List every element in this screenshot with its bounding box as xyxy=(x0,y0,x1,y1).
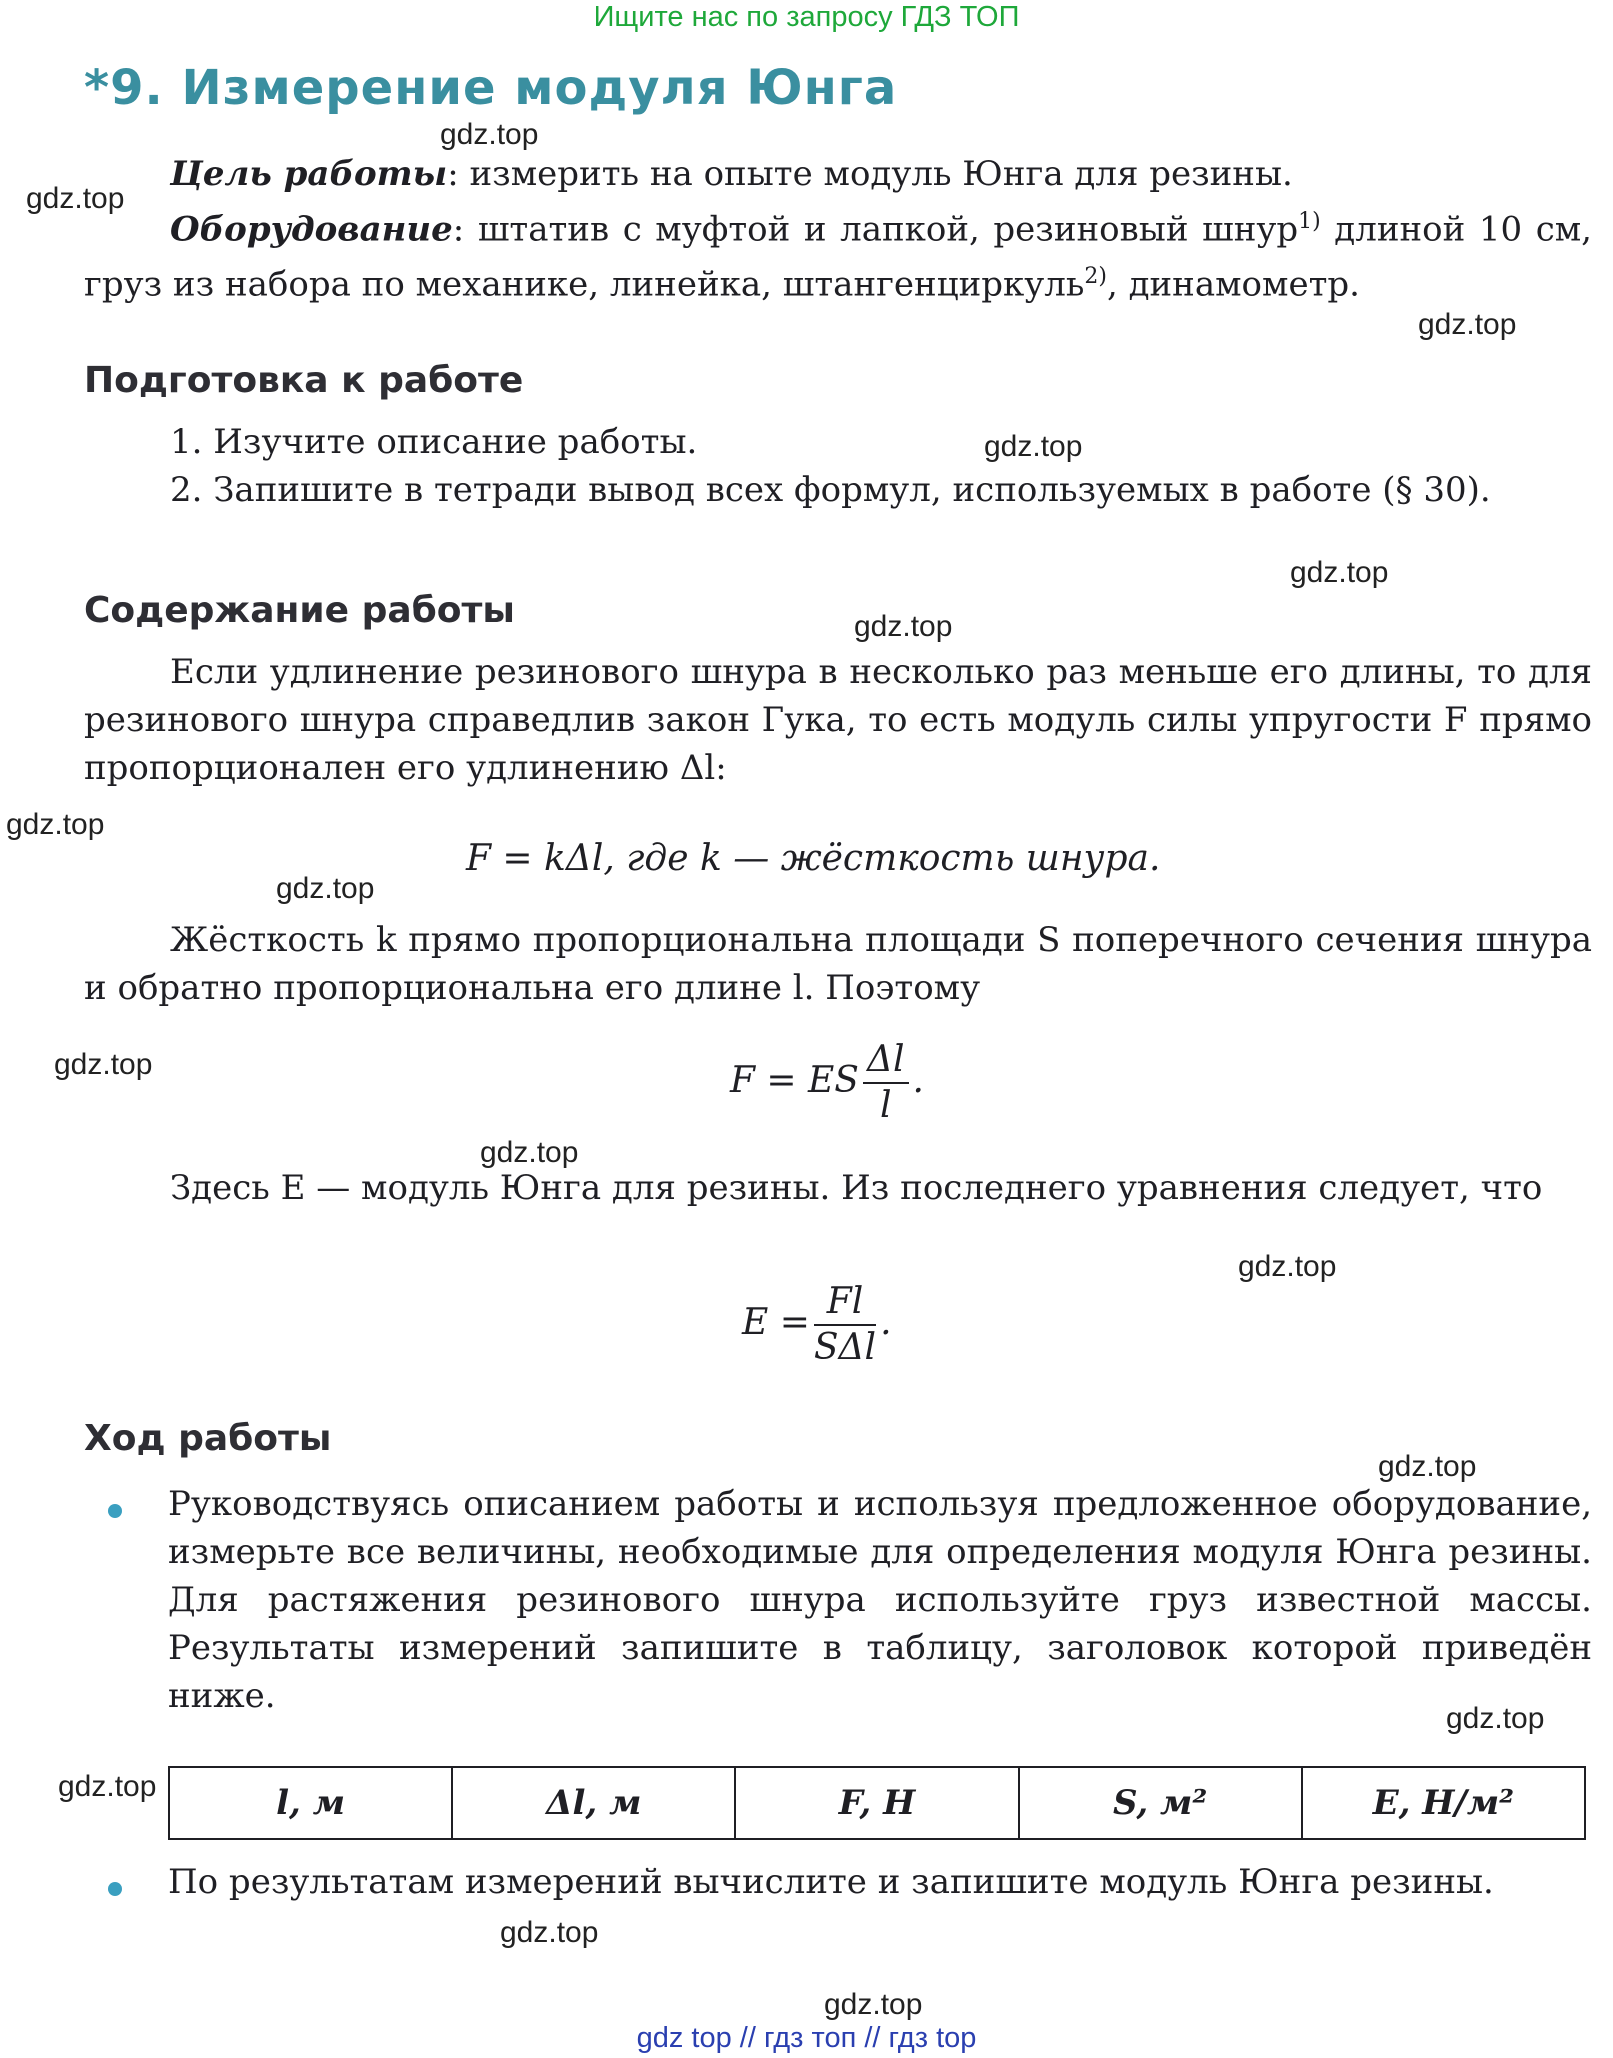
watermark: gdz.top xyxy=(276,872,375,905)
watermark: gdz.top xyxy=(824,1988,923,2021)
goal-paragraph xyxy=(84,150,1592,309)
goal-text: : измерить на опыте модуль Юнга для резины. xyxy=(447,154,1293,194)
watermark: gdz.top xyxy=(6,808,105,841)
watermark: gdz.top xyxy=(26,182,125,215)
table-header-row xyxy=(169,1767,1585,1839)
formula3-denominator: SΔl xyxy=(813,1327,877,1368)
formula3-numerator: Fl xyxy=(814,1280,876,1326)
watermark: gdz.top xyxy=(1290,556,1389,589)
watermark: gdz.top xyxy=(854,610,953,643)
formula3-tail: . xyxy=(880,1302,892,1343)
footnote-1: 1) xyxy=(1298,209,1321,234)
procedure-bullet-2: По результатам измерений вычислите и запишите модуль Юнга резины. xyxy=(168,1862,1494,1902)
prep-item-2: 2. Запишите в тетради вывод всех формул, используемых в работе (§ 30). xyxy=(170,470,1491,510)
formula-F-ES xyxy=(730,1038,924,1128)
measurement-table xyxy=(168,1766,1586,1840)
watermark: gdz.top xyxy=(54,1048,153,1081)
top-banner: Ищите нас по запросу ГДЗ ТОП xyxy=(593,1,1020,33)
prep-item-1: 1. Изучите описание работы. xyxy=(170,422,698,462)
watermark: gdz.top xyxy=(1378,1450,1477,1483)
watermark: gdz.top xyxy=(984,430,1083,463)
table-header-cell: Δl, м xyxy=(452,1767,735,1839)
procedure-bullet-1: Руководствуясь описанием работы и используя предложенное оборудование, измерьте все величины, необходимые для определения модуля Юнга резины. Для растяжения резинового шнура используйте груз известной массы. Результаты измерений запишите в таблицу, заголовок которой приведён ниже. xyxy=(168,1484,1592,1716)
watermark: gdz.top xyxy=(1418,308,1517,341)
procedure-heading: Ход работы xyxy=(84,1418,332,1459)
formula2-lhs: F = ES xyxy=(730,1060,859,1101)
hooke-formula: F = kΔl, где k — жёсткость шнура. xyxy=(466,838,1161,879)
formula2-denominator: l xyxy=(879,1085,892,1126)
formula2-tail: . xyxy=(912,1060,924,1101)
table-header-cell: l, м xyxy=(169,1767,452,1839)
bullet-icon xyxy=(108,1504,122,1518)
formula2-fraction xyxy=(863,1038,909,1128)
watermark: gdz.top xyxy=(1238,1250,1337,1283)
equipment-text-1: : штатив с муфтой и лапкой, резиновый шнур xyxy=(452,209,1299,250)
equipment-text-3: , динамометр. xyxy=(1106,264,1360,305)
watermark: gdz.top xyxy=(1446,1702,1545,1735)
bullet-icon xyxy=(108,1882,122,1896)
watermark: gdz.top xyxy=(480,1136,579,1169)
bottom-banner: gdz top // гдз топ // гдз top xyxy=(636,2022,977,2054)
footnote-2: 2) xyxy=(1084,264,1107,290)
watermark: gdz.top xyxy=(58,1770,157,1803)
table-header-cell: E, Н/м² xyxy=(1302,1767,1585,1839)
content-paragraph-1: Если удлинение резинового шнура в несколько раз меньше его длины, то для резинового шнура справедлив закон Гука, то есть модуль силы упругости F прямо пропорционален его удлинению Δl: xyxy=(84,652,1592,788)
formula3-lhs: E = xyxy=(742,1302,810,1343)
formula-E xyxy=(742,1280,892,1370)
content-paragraph-2: Жёсткость k прямо пропорциональна площади S поперечного сечения шнура и обратно пропорциональна его длине l. Поэтому xyxy=(84,920,1592,1008)
section-title: *9. Измерение модуля Юнга xyxy=(84,60,898,116)
formula2-numerator: Δl xyxy=(863,1038,909,1084)
content-paragraph-3: Здесь E — модуль Юнга для резины. Из последнего уравнения следует, что xyxy=(170,1168,1543,1208)
equipment-label: Оборудование xyxy=(170,209,453,250)
formula3-fraction xyxy=(814,1280,876,1370)
table-header-cell: S, м² xyxy=(1019,1767,1302,1839)
watermark: gdz.top xyxy=(500,1916,599,1949)
goal-label: Цель работы xyxy=(170,154,448,194)
content-heading: Содержание работы xyxy=(84,590,515,631)
prep-heading: Подготовка к работе xyxy=(84,360,524,401)
watermark: gdz.top xyxy=(440,118,539,151)
table-header-cell: F, Н xyxy=(735,1767,1018,1839)
equipment-text-2: длиной 10 см, груз из набора по механике, линейка, штангенциркуль xyxy=(84,209,1592,305)
